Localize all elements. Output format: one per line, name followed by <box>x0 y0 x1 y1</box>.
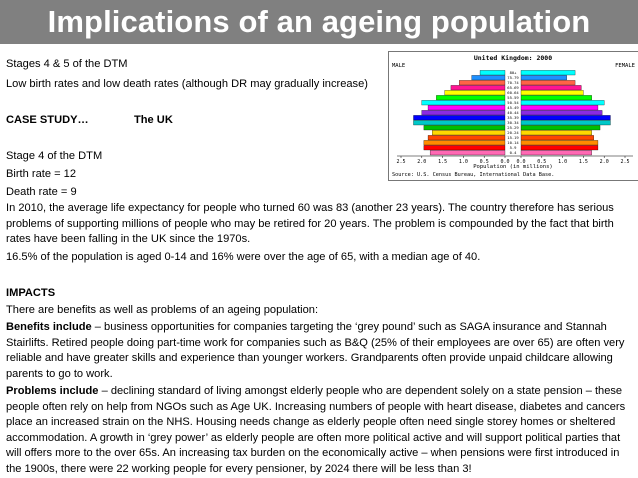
age-label-5-9: 5-9 <box>509 145 517 151</box>
age-label-15-19: 15-19 <box>507 135 519 141</box>
male-bar-15-19 <box>428 135 505 140</box>
female-bar-30-34 <box>521 120 610 125</box>
x-tick-label: 2.0 <box>599 159 609 165</box>
male-bar-70-74 <box>459 80 505 85</box>
age-label-20-24: 20-24 <box>507 130 519 136</box>
impacts-intro: There are benefits as well as problems of an ageing population: <box>6 304 319 316</box>
death-rate: Death rate = 9 <box>6 186 77 198</box>
age-label-80+: 80+ <box>509 70 517 76</box>
x-tick-label: 1.5 <box>438 159 448 165</box>
female-bar-10-14 <box>521 140 598 145</box>
female-bar-55-59 <box>521 95 592 100</box>
age-structure-text: 16.5% of the population is aged 0-14 and 16% were over the age of 65, with a median age of 40. <box>6 251 481 263</box>
impacts-heading: IMPACTS <box>6 287 56 299</box>
x-tick-label: 1.5 <box>578 159 588 165</box>
population-pyramid-chart <box>388 51 638 181</box>
male-bar-50-54 <box>422 100 505 105</box>
male-bar-30-34 <box>413 120 505 125</box>
female-bar-0-4 <box>521 150 592 155</box>
age-label-75-79: 75-79 <box>507 75 519 81</box>
age-label-45-49: 45-49 <box>507 105 519 111</box>
x-tick-label: 0.0 <box>500 159 510 165</box>
age-label-25-29: 25-29 <box>507 125 519 131</box>
male-bar-35-39 <box>413 115 505 120</box>
chart-source: Source: U.S. Census Bureau, International Data Base. <box>392 172 555 178</box>
x-tick-label: 2.5 <box>396 159 406 165</box>
female-bar-80+ <box>521 70 575 75</box>
female-bar-20-24 <box>521 130 592 135</box>
benefits-text: – business opportunities for companies targeting the ‘grey pound’ such as SAGA insurance and Stannah Stairlifts. Retired people doing part-time work for companies such as B&Q (25% of their employees are over 65) are often very reliable and have greater skills and experience than younger workers. Grandparents often provide unpaid childcare allowing parents to go to work. <box>6 321 625 380</box>
female-bar-25-29 <box>521 125 600 130</box>
problems-paragraph <box>6 384 634 478</box>
x-tick-label: 0.5 <box>479 159 489 165</box>
male-bar-40-44 <box>422 110 505 115</box>
x-tick-label: 0.5 <box>537 159 547 165</box>
x-tick-label: 2.0 <box>417 159 427 165</box>
population-pyramid <box>389 52 638 180</box>
female-bar-5-9 <box>521 145 598 150</box>
case-study-label: CASE STUDY… <box>6 114 89 126</box>
age-label-50-54: 50-54 <box>507 100 519 106</box>
male-bar-80+ <box>480 70 505 75</box>
age-label-70-74: 70-74 <box>507 80 519 86</box>
female-bar-45-49 <box>521 105 598 110</box>
age-label-55-59: 55-59 <box>507 95 519 101</box>
x-axis-label: Population (in millions) <box>473 164 553 170</box>
chart-title: United Kingdom: 2000 <box>473 54 553 62</box>
intro-rates: Low birth rates and low death rates (although DR may gradually increase) <box>6 78 368 90</box>
female-bar-40-44 <box>521 110 602 115</box>
female-bar-15-19 <box>521 135 594 140</box>
age-label-65-69: 65-69 <box>507 85 519 91</box>
x-tick-label: 1.0 <box>458 159 468 165</box>
male-bar-75-79 <box>472 75 505 80</box>
male-bar-55-59 <box>436 95 505 100</box>
x-tick-label: 2.5 <box>620 159 630 165</box>
male-bar-0-4 <box>430 150 505 155</box>
male-bar-10-14 <box>424 140 505 145</box>
life-expectancy-text: In 2010, the average life expectancy for people who turned 60 was 83 (another 23 years). The country therefore has serious problems of supporting millions of people who may be retired for 20 years. The problem is compounded by the fact that birth rates have been falling in the UK since the 1970s. <box>6 202 614 246</box>
age-label-0-4: 0-4 <box>509 150 517 156</box>
female-bar-65-69 <box>521 85 581 90</box>
male-bar-45-49 <box>428 105 505 110</box>
female-bar-75-79 <box>521 75 567 80</box>
problems-text: – declining standard of living amongst elderly people who are dependent solely on a state pension – these people often rely on help from NGOs such as Age UK. Increasing numbers of people with heart disease, diabetes and cancers place an increased strain on the NHS. Housing needs change as elderly people often need single storey homes or sheltered accommodation. A growth in ‘grey power’ as elderly people are often more political active and will support political parties that will offers more to the over 65s. An increasing tax burden on the economically active – when pensions were first introduced in the 1900s, there were 22 working people for every pensioner, by 2024 there will be less than 3! <box>6 385 626 475</box>
dtm-stage: Stage 4 of the DTM <box>6 150 103 162</box>
male-bar-20-24 <box>432 130 505 135</box>
age-label-10-14: 10-14 <box>507 140 519 146</box>
male-bar-65-69 <box>451 85 505 90</box>
female-bar-50-54 <box>521 100 604 105</box>
female-label: FEMALE <box>615 63 635 69</box>
female-bar-35-39 <box>521 115 610 120</box>
age-label-60-64: 60-64 <box>507 90 519 96</box>
female-bar-60-64 <box>521 90 583 95</box>
case-study-place: The UK <box>134 114 173 126</box>
male-label: MALE <box>392 63 406 69</box>
benefits-label: Benefits include <box>6 321 92 333</box>
x-tick-label: 0.0 <box>516 159 526 165</box>
page-title: Implications of an ageing population <box>47 4 591 39</box>
male-bar-60-64 <box>445 90 505 95</box>
male-bar-5-9 <box>424 145 505 150</box>
female-bar-70-74 <box>521 80 575 85</box>
title-banner <box>0 0 638 44</box>
age-label-35-39: 35-39 <box>507 115 519 121</box>
age-label-30-34: 30-34 <box>507 120 519 126</box>
age-label-40-44: 40-44 <box>507 110 519 116</box>
birth-rate: Birth rate = 12 <box>6 168 76 180</box>
x-tick-label: 1.0 <box>558 159 568 165</box>
problems-label: Problems include <box>6 385 99 397</box>
male-bar-25-29 <box>424 125 505 130</box>
intro-stages: Stages 4 & 5 of the DTM <box>6 58 128 70</box>
benefits-paragraph <box>6 320 634 382</box>
